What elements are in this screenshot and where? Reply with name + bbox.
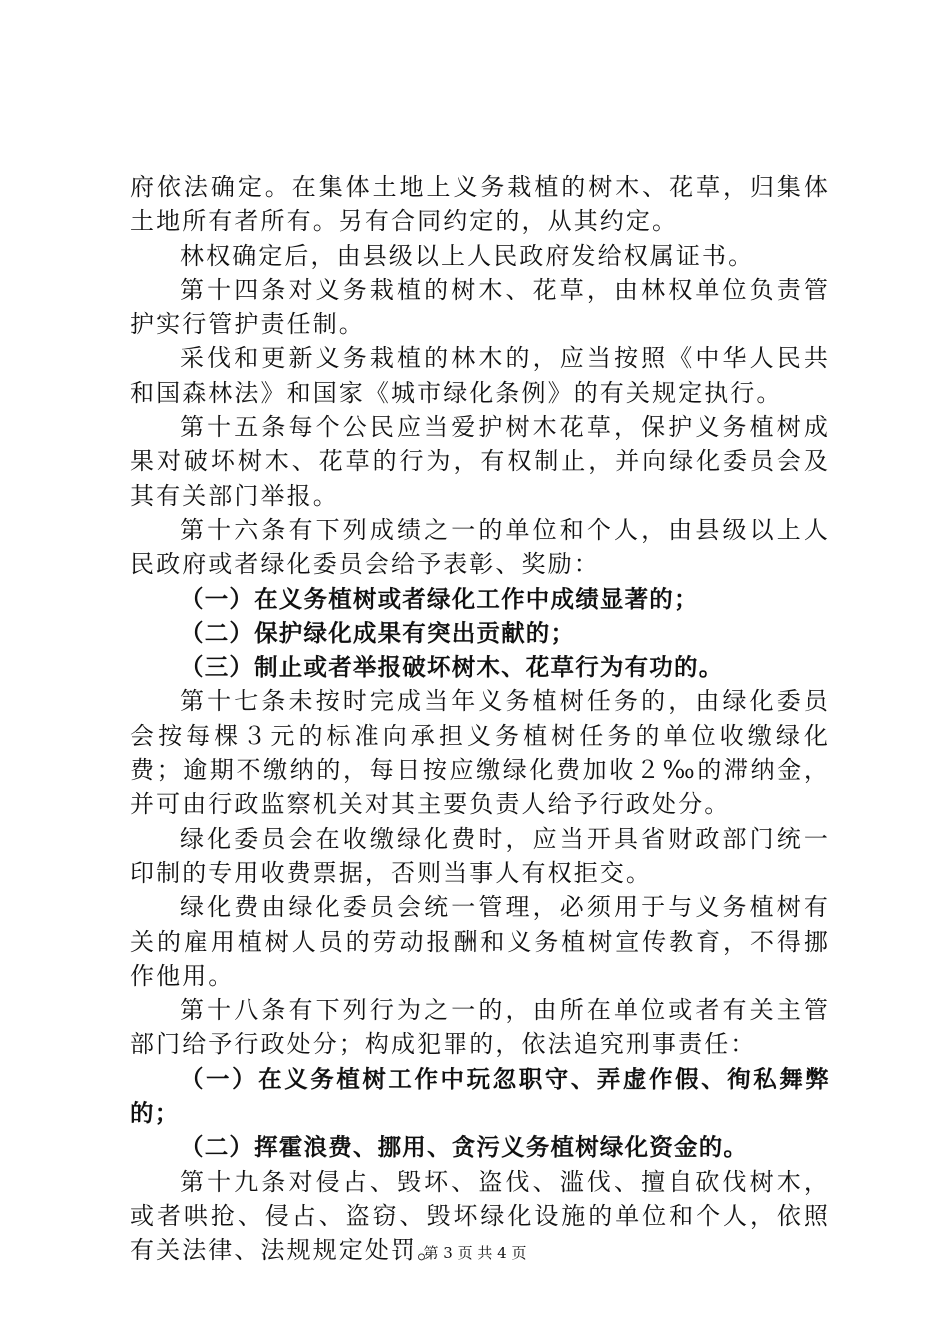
paragraph: 林权确定后，由县级以上人民政府发给权属证书。 [180, 241, 755, 270]
paragraph: 府依法确定。在集体土地上义务栽植的树木、花草，归集体土地所有者所有。另有合同约定的，从其约定。 [130, 173, 830, 236]
paragraph: 绿化费由绿化委员会统一管理，必须用于与义务植树有关的雇用植树人员的劳动报酬和义务植树宣传教育，不得挪作他用。 [130, 893, 830, 990]
article-17: 第十七条未按时完成当年义务植树任务的，由绿化委员会按每棵３元的标准向承担义务植树任务的单位收缴绿化费；逾期不缴纳的，每日按应缴绿化费加收２‰的滞纳金，并可由行政监察机关对其主要负责人给予行政处分。 [130, 687, 830, 819]
article-18: 第十八条有下列行为之一的，由所在单位或者有关主管部门给予行政处分；构成犯罪的，依法追究刑事责任： [130, 996, 830, 1059]
list-item: （三）制止或者举报破坏树木、花草行为有功的。 [180, 653, 724, 682]
article-14: 第十四条对义务栽植的树木、花草，由林权单位负责管护实行管护责任制。 [130, 275, 830, 339]
article-16: 第十六条有下列成绩之一的单位和个人，由县级以上人民政府或者绿化委员会给予表彰、奖励： [130, 515, 830, 579]
list-item: （二）挥霍浪费、挪用、贪污义务植树绿化资金的。 [180, 1133, 749, 1162]
article-19: 第十九条对侵占、毁坏、盗伐、滥伐、擅自砍伐树木，或者哄抢、侵占、盗窃、毁坏绿化设施的单位和个人，依照有关法律、法规规定处罚。 [130, 1167, 830, 1265]
list-item: （一）在义务植树工作中玩忽职守、弄虚作假、徇私舞弊的； [130, 1064, 830, 1128]
paragraph: 绿化委员会在收缴绿化费时，应当开具省财政部门统一印制的专用收费票据，否则当事人有权拒交。 [130, 824, 830, 887]
article-15: 第十五条每个公民应当爱护树木花草，保护义务植树成果对破坏树木、花草的行为，有权制止，并向绿化委员会及其有关部门举报。 [130, 413, 830, 510]
document-body [130, 170, 830, 1268]
list-item: （一）在义务植树或者绿化工作中成绩显著的； [180, 584, 699, 613]
page-number-footer: 第 3 页 共 4 页 [423, 1244, 527, 1262]
paragraph: 采伐和更新义务栽植的林木的，应当按照《中华人民共和国森林法》和国家《城市绿化条例》的有关规定执行。 [130, 344, 830, 407]
list-item: （二）保护绿化成果有突出贡献的； [180, 618, 576, 647]
